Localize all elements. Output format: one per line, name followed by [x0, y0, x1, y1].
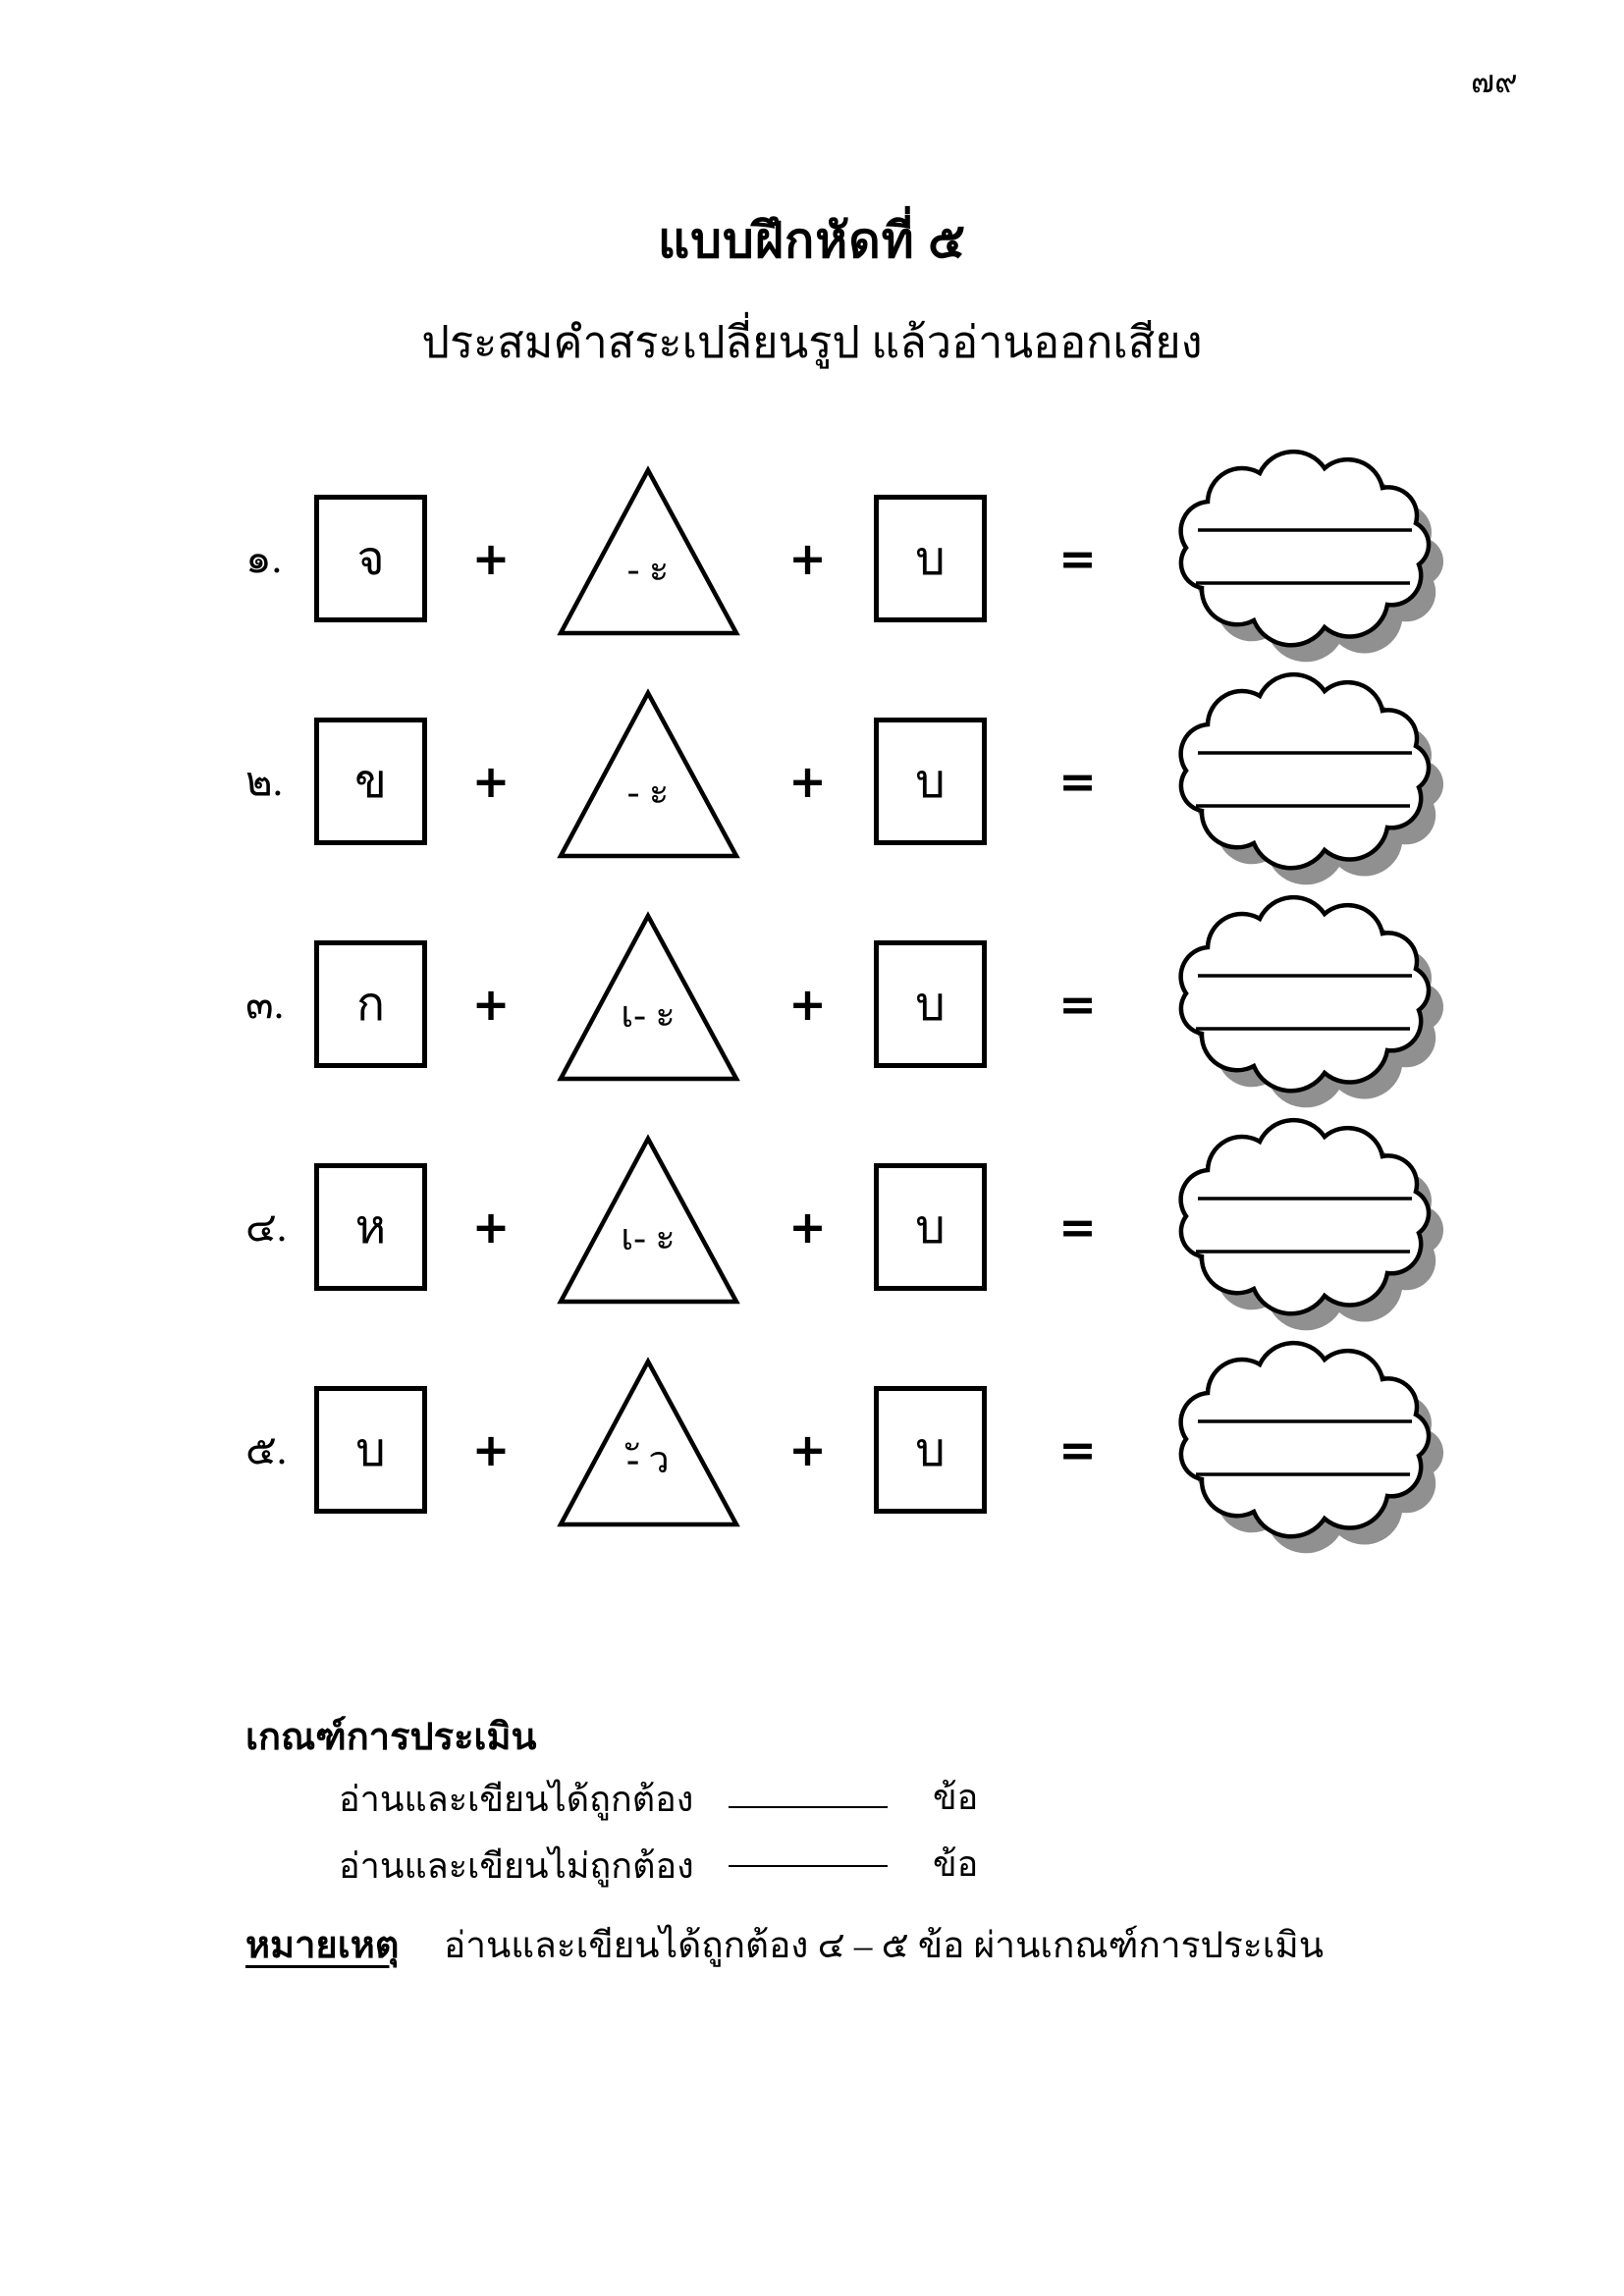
answer-blank[interactable] [729, 1865, 888, 1867]
cloud-shape [1168, 1116, 1455, 1337]
page-number: ๗๙ [1471, 64, 1518, 99]
final-consonant-box [874, 1386, 987, 1514]
note-text: อ่านและเขียนได้ถูกต้อง ๔ – ๕ ข้อ ผ่านเกณฑ์การประเมิน [444, 1926, 1325, 1966]
vowel-triangle [553, 464, 744, 639]
plus-sign: + [471, 531, 511, 585]
note-label: หมายเหตุ [245, 1925, 400, 1966]
exercise-row-1 [244, 447, 1463, 669]
plus-sign: + [471, 1422, 511, 1476]
criteria-label-incorrect: อ่านและเขียนไม่ถูกต้อง [339, 1846, 694, 1886]
criteria-label-correct: อ่านและเขียนได้ถูกต้อง [339, 1780, 694, 1819]
item-number: ๔. [245, 1204, 288, 1251]
initial-consonant-box [314, 495, 427, 622]
exercise-row-3 [244, 892, 1463, 1115]
cloud-shape [1168, 1339, 1455, 1560]
initial-consonant: จ [356, 532, 385, 585]
equals-sign: = [1058, 1200, 1097, 1254]
final-consonant: บ [915, 1201, 946, 1254]
initial-consonant-box [314, 718, 427, 845]
cloud-shape [1168, 893, 1455, 1114]
final-consonant-box [874, 1163, 987, 1291]
item-number: ๓. [245, 982, 285, 1028]
vowel-label: เ- ะ [621, 1216, 676, 1258]
exercise-row-4 [244, 1115, 1463, 1338]
answer-cloud[interactable] [1168, 1116, 1455, 1337]
plus-sign: + [788, 1200, 827, 1254]
initial-consonant-box [314, 940, 427, 1068]
initial-consonant: ก [355, 978, 386, 1031]
cloud-shape [1168, 670, 1455, 891]
plus-sign: + [471, 1200, 511, 1254]
exercise-row-5 [244, 1338, 1463, 1561]
equals-sign: = [1058, 977, 1097, 1031]
cloud-shape [1168, 448, 1455, 668]
final-consonant: บ [915, 1423, 946, 1476]
equals-sign: = [1058, 1422, 1097, 1476]
initial-consonant-box [314, 1163, 427, 1291]
plus-sign: + [788, 754, 827, 808]
answer-blank[interactable] [729, 1806, 888, 1808]
final-consonant-box [874, 718, 987, 845]
final-consonant: บ [915, 755, 946, 808]
plus-sign: + [788, 977, 827, 1031]
answer-cloud[interactable] [1168, 448, 1455, 668]
item-number: ๕. [245, 1427, 288, 1473]
vowel-label: - ะ [626, 548, 670, 590]
plus-sign: + [788, 1422, 827, 1476]
vowel-label: เ- ะ [621, 993, 676, 1036]
equals-sign: = [1058, 754, 1097, 808]
item-number: ๒. [245, 759, 284, 805]
answer-cloud[interactable] [1168, 1339, 1455, 1560]
vowel-triangle [553, 910, 744, 1085]
final-consonant-box [874, 940, 987, 1068]
equals-sign: = [1058, 531, 1097, 585]
initial-consonant: ห [354, 1201, 387, 1254]
vowel-label: - ะ [626, 771, 670, 813]
plus-sign: + [471, 977, 511, 1031]
plus-sign: + [471, 754, 511, 808]
initial-consonant-box [314, 1386, 427, 1514]
vowel-label: -ั ว [626, 1439, 670, 1481]
final-consonant-box [874, 495, 987, 622]
page-subtitle: ประสมคำสระเปลี่ยนรูป แล้วอ่านออกเสียง [421, 318, 1203, 367]
vowel-triangle [553, 1133, 744, 1308]
final-consonant: บ [915, 532, 946, 585]
page-title: แบบฝึกหัดที่ ๕ [657, 213, 966, 268]
initial-consonant: บ [355, 1423, 386, 1476]
item-number: ๑. [245, 536, 283, 582]
answer-cloud[interactable] [1168, 670, 1455, 891]
vowel-triangle [553, 1356, 744, 1530]
answer-cloud[interactable] [1168, 893, 1455, 1114]
final-consonant: บ [915, 978, 946, 1031]
initial-consonant: ข [354, 755, 387, 808]
vowel-triangle [553, 687, 744, 862]
exercise-row-2 [244, 669, 1463, 892]
criteria-unit: ข้อ [933, 1844, 979, 1884]
plus-sign: + [788, 531, 827, 585]
criteria-header: เกณฑ์การประเมิน [245, 1717, 537, 1758]
criteria-unit: ข้อ [933, 1778, 979, 1817]
